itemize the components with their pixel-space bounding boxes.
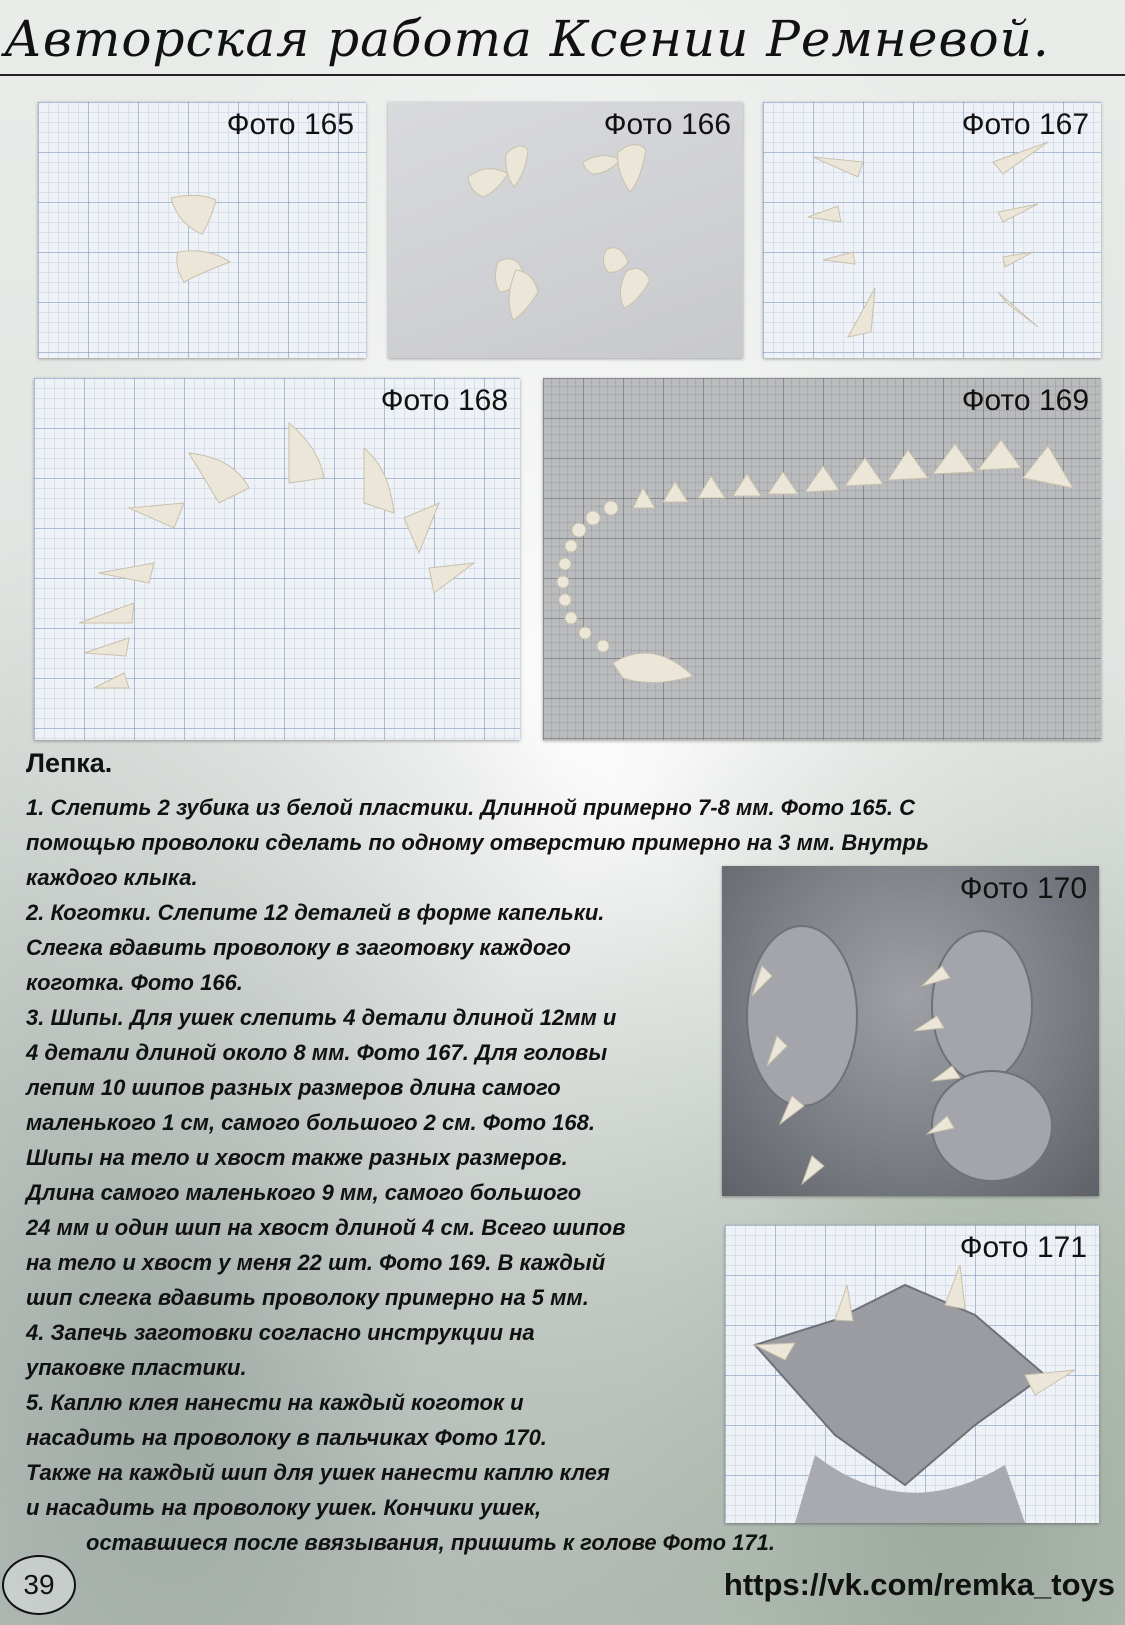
photo-label: Фото 171	[959, 1231, 1087, 1264]
photo-label: Фото 168	[380, 384, 508, 417]
photo-label: Фото 165	[226, 108, 354, 141]
text-line: оставшиеся после ввязывания, пришить к голове Фото 171.	[86, 1530, 775, 1555]
text-line: 4. Запечь заготовки согласно инструкции на	[26, 1320, 535, 1345]
photo-label: Фото 166	[603, 108, 731, 141]
text-line: 4 детали длиной около 8 мм. Фото 167. Для головы	[26, 1040, 608, 1065]
section-heading: Лепка.	[26, 748, 113, 778]
text-line: и насадить на проволоку ушек. Кончики ушек,	[26, 1495, 542, 1520]
ear-illustration	[725, 1225, 1099, 1523]
text-line: 24 мм и один шип на хвост длиной 4 см. Всего шипов	[26, 1215, 626, 1240]
text-line: 2. Коготки. Слепите 12 деталей в форме капельки.	[26, 900, 605, 925]
text-line: Слегка вдавить проволоку в заготовку каждого	[26, 935, 571, 960]
text-line: Шипы на тело и хвост также разных размеров.	[26, 1145, 568, 1170]
text-line: шип слегка вдавить проволоку примерно на 5 мм.	[26, 1285, 589, 1310]
photo-label: Фото 169	[961, 384, 1089, 417]
photo-label: Фото 167	[961, 108, 1089, 141]
photo-166	[388, 102, 743, 358]
photo-167	[763, 102, 1101, 358]
photo-165	[38, 102, 366, 358]
text-line: на тело и хвост у меня 22 шт. Фото 169. В каждый	[26, 1250, 606, 1275]
text-line: каждого клыка.	[26, 865, 198, 890]
paws-illustration	[722, 866, 1099, 1196]
head-spikes-illustration	[34, 378, 520, 740]
page-number: 39	[2, 1555, 76, 1615]
photo-170	[722, 866, 1099, 1196]
photo-168	[34, 378, 520, 740]
page-title: Авторская работа Ксении Ремневой.	[4, 10, 1050, 68]
text-line: упаковке пластики.	[26, 1355, 247, 1380]
photo-label: Фото 170	[959, 872, 1087, 905]
text-line: 3. Шипы. Для ушек слепить 4 детали длиной 12мм и	[26, 1005, 617, 1030]
text-line: маленького 1 см, самого большого 2 см. Фото 168.	[26, 1110, 595, 1135]
text-line: 5. Каплю клея нанести на каждый коготок и	[26, 1390, 524, 1415]
text-line: насадить на проволоку в пальчиках Фото 170.	[26, 1425, 547, 1450]
photo-169	[543, 378, 1101, 740]
photo-171	[725, 1225, 1099, 1523]
tail-spikes-illustration	[543, 378, 1101, 740]
text-line: Длина самого маленького 9 мм, самого большого	[26, 1180, 582, 1205]
text-line: помощью проволоки сделать по одному отверстию примерно на 3 мм. Внутрь	[26, 830, 929, 855]
text-line: лепим 10 шипов разных размеров длина самого	[26, 1075, 561, 1100]
title-rule	[0, 74, 1125, 76]
text-line: коготка. Фото 166.	[26, 970, 243, 995]
text-line: 1. Слепить 2 зубика из белой пластики. Длинной примерно 7-8 мм. Фото 165. С	[26, 795, 915, 820]
text-line: Также на каждый шип для ушек нанести каплю клея	[26, 1460, 610, 1485]
site-url-link[interactable]: https://vk.com/remka_toys	[723, 1567, 1115, 1602]
